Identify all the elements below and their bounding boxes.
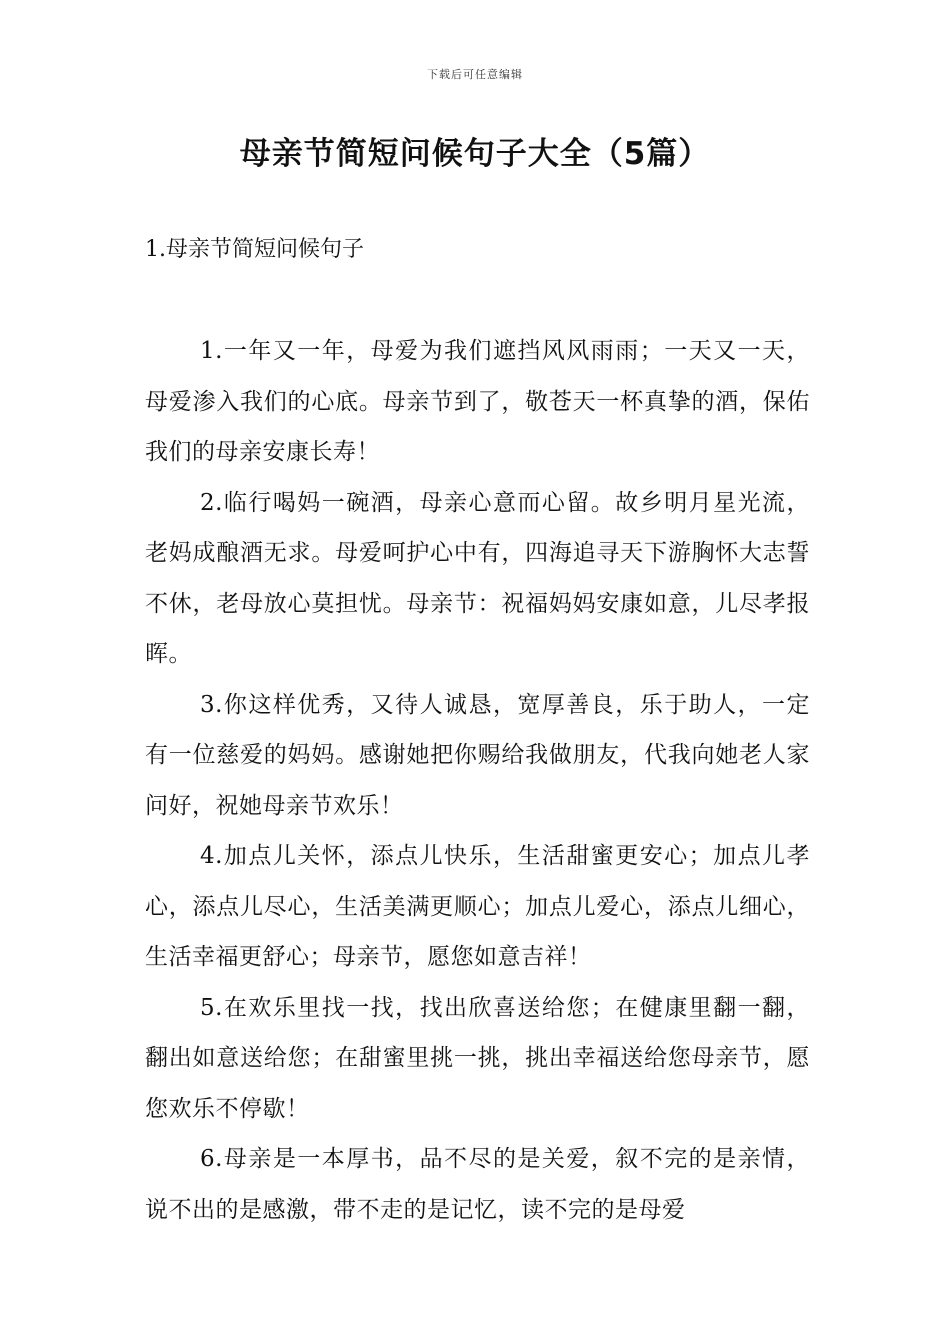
paragraph-4: 4.加点儿关怀，添点儿快乐，生活甜蜜更安心；加点儿孝心，添点儿尽心，生活美满更顺心；加点儿爱心，添点儿细心，生活幸福更舒心；母亲节，愿您如意吉祥！ (145, 843, 810, 970)
paragraph-1: 1.一年又一年，母爱为我们遮挡风风雨雨；一天又一天，母爱渗入我们的心底。母亲节到了，敬苍天一杯真挚的酒，保佑我们的母亲安康长寿！ (145, 338, 810, 465)
header-note: 下载后可任意编辑 (427, 68, 523, 81)
document-title: 母亲节简短问候句子大全（5篇） (239, 136, 711, 172)
paragraph-6: 6.母亲是一本厚书，品不尽的是关爱，叙不完的是亲情，说不出的是感激，带不走的是记忆，读不完的是母爱 (145, 1146, 810, 1223)
paragraph-5: 5.在欢乐里找一找，找出欣喜送给您；在健康里翻一翻，翻出如意送给您；在甜蜜里挑一挑，挑出幸福送给您母亲节，愿您欢乐不停歇！ (145, 994, 810, 1122)
paragraph-2: 2.临行喝妈一碗酒，母亲心意而心留。故乡明月星光流，老妈成酿酒无求。母爱呵护心中有，四海追寻天下游胸怀大志誓不休，老母放心莫担忧。母亲节：祝福妈妈安康如意，儿尽孝报晖。 (145, 489, 810, 667)
paragraph-3: 3.你这样优秀，又待人诚恳，宽厚善良，乐于助人，一定有一位慈爱的妈妈。感谢她把你赐给我做朋友，代我向她老人家问好，祝她母亲节欢乐！ (145, 691, 810, 819)
document-body (145, 326, 810, 1235)
section-heading: 1.母亲节简短问候句子 (145, 237, 364, 262)
